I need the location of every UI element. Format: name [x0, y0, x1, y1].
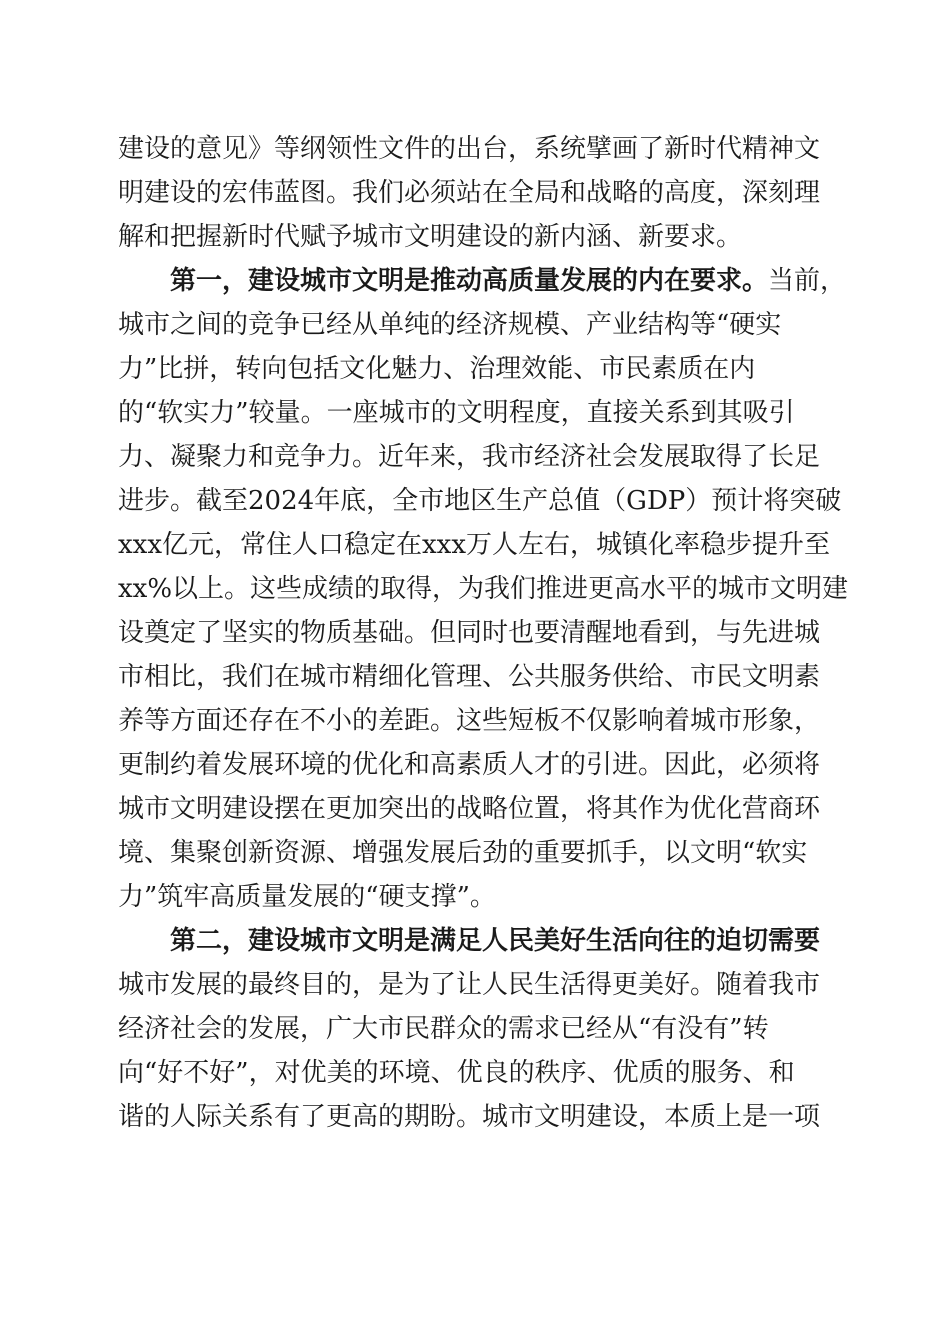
paragraph-line: 进步。截至2024年底，全市地区生产总值（GDP）预计将突破: [118, 486, 842, 516]
paragraph-line: 养等方面还存在不小的差距。这些短板不仅影响着城市形象，: [118, 706, 821, 736]
paragraph-line: 更制约着发展环境的优化和高素质人才的引进。因此，必须将: [118, 750, 821, 780]
paragraph-text: 当前，: [768, 266, 847, 296]
paragraph-line: 的“软实力”较量。一座城市的文明程度，直接关系到其吸引: [118, 398, 795, 428]
section-heading-first: 第一，建设城市文明是推动高质量发展的内在要求。: [170, 266, 769, 296]
paragraph-line: 经济社会的发展，广大市民群众的需求已经从“有没有”转: [118, 1014, 769, 1044]
paragraph-line: 解和把握新时代赋予城市文明建设的新内涵、新要求。: [118, 222, 743, 252]
paragraph-line: 力”比拼，转向包括文化魅力、治理效能、市民素质在内: [118, 354, 756, 384]
paragraph-line: 建设的意见》等纲领性文件的出台，系统擘画了新时代精神文: [118, 134, 821, 164]
paragraph-line: 城市之间的竞争已经从单纯的经济规模、产业结构等“硬实: [118, 310, 782, 340]
paragraph-line: 设奠定了坚实的物质基础。但同时也要清醒地看到，与先进城: [118, 618, 821, 648]
section-heading-second: 第二，建设城市文明是满足人民美好生活向往的迫切需要: [170, 926, 821, 956]
paragraph-line: xxx亿元，常住人口稳定在xxx万人左右，城镇化率稳步提升至: [118, 530, 830, 560]
paragraph-line: 市相比，我们在城市精细化管理、公共服务供给、市民文明素: [118, 662, 821, 692]
paragraph-line: xx%以上。这些成绩的取得，为我们推进更高水平的城市文明建: [118, 574, 849, 604]
paragraph-line: 城市文明建设摆在更加突出的战略位置，将其作为优化营商环: [118, 794, 821, 824]
paragraph-line: 谐的人际关系有了更高的期盼。城市文明建设，本质上是一项: [118, 1102, 821, 1132]
paragraph-line: 向“好不好”，对优美的环境、优良的秩序、优质的服务、和: [118, 1058, 795, 1088]
paragraph-line: 城市发展的最终目的，是为了让人民生活得更美好。随着我市: [118, 970, 821, 1000]
paragraph-line: 明建设的宏伟蓝图。我们必须站在全局和战略的高度，深刻理: [118, 178, 821, 208]
document-body: [118, 127, 849, 1139]
paragraph-line: 力”筑牢高质量发展的“硬支撑”。: [118, 882, 496, 912]
paragraph-first-line: [118, 259, 847, 303]
paragraph-line: 境、集聚创新资源、增强发展后劲的重要抓手，以文明“软实: [118, 838, 808, 868]
paragraph-line: 力、凝聚力和竞争力。近年来，我市经济社会发展取得了长足: [118, 442, 821, 472]
